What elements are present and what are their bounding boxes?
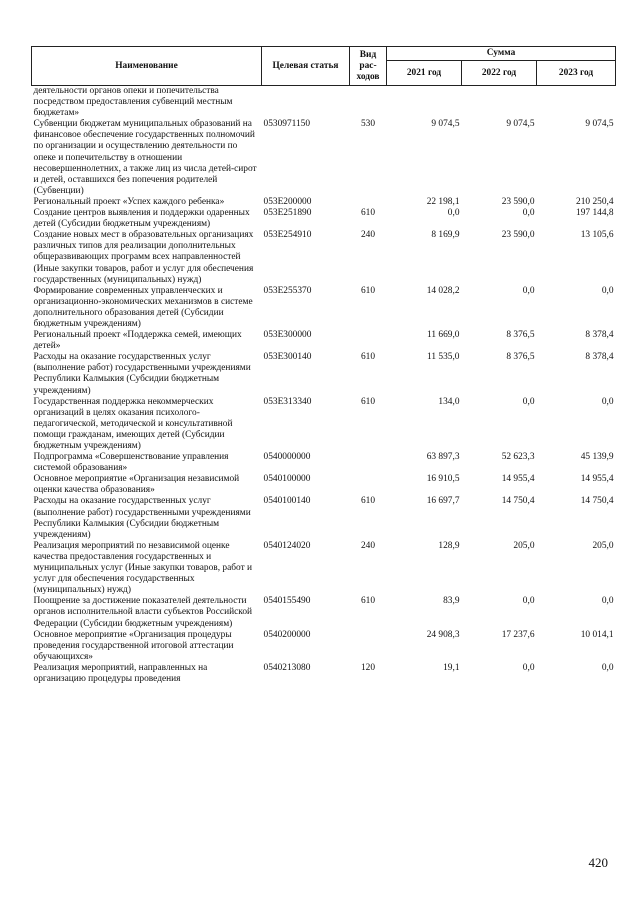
table-row [32, 86, 616, 120]
cell-sum-2021: 128,9 [438, 540, 460, 551]
cell-target-article [262, 86, 350, 120]
cell-name: Создание центров выявления и поддержки одаренных детей (Субсидии бюджетным учреждениям) [33, 208, 250, 230]
cell-sum-2021: 14 028,2 [426, 285, 460, 296]
cell-sum-2022: 0,0 [522, 285, 535, 296]
page-number: 420 [588, 855, 608, 870]
cell-sum-2023: 10 014,1 [580, 629, 614, 640]
table-row [32, 286, 616, 330]
cell-sum-2021: 24 908,3 [426, 629, 460, 640]
cell-sum-2022: 14 955,4 [501, 474, 535, 485]
cell-expense-type: 610 [360, 396, 376, 407]
cell-sum-2021: 11 535,0 [427, 352, 460, 363]
cell-expense-type: 610 [360, 496, 376, 507]
cell-expense-type: 610 [360, 208, 376, 219]
cell-expense-type: 530 [360, 119, 376, 130]
cell-sum-2022: 0,0 [522, 596, 535, 607]
cell-sum-2023: 0,0 [601, 396, 614, 407]
cell-name: Создание новых мест в образовательных организациях различных типов для реализации дополнительных общеразвивающих программ всех направленностей (Иные закупки товаров, работ и услуг для обеспечения государственных (муниципальных) нужд) [33, 230, 254, 285]
table-row [32, 352, 616, 396]
cell-name: Реализация мероприятий по независимой оценке качества предоставления государственных и муниципальных услуг (Иные закупки товаров, работ и услуг для обеспечения государственных (муниципальных) нужд) [33, 540, 253, 596]
cell-target-article: 0540124020 [263, 540, 311, 551]
table-header [32, 47, 616, 86]
cell-sum-2021 [387, 86, 462, 120]
cell-sum-2023: 45 139,9 [580, 452, 614, 463]
cell-target-article: 0530971150 [263, 119, 311, 130]
cell-name: Формирование современных управленческих и организационно-экономических механизмов в системе дополнительного образования детей (Субсидии бюджетным учреждениям) [33, 285, 253, 329]
cell-target-article: 0540213080 [263, 662, 311, 673]
cell-sum-2023: 14 955,4 [580, 474, 614, 485]
cell-sum-2022: 52 623,3 [501, 452, 535, 463]
cell-sum-2022: 23 590,0 [501, 196, 535, 207]
budget-table [31, 46, 616, 685]
cell-target-article: 053E313340 [263, 396, 312, 407]
cell-sum-2021: 63 897,3 [426, 452, 460, 463]
table-row [32, 452, 616, 474]
cell-sum-2022 [462, 86, 537, 120]
cell-sum-2022: 205,0 [513, 540, 535, 551]
cell-name: Региональный проект «Успех каждого ребенка» [33, 196, 225, 207]
header-year-2022: 2022 год [462, 61, 537, 86]
cell-sum-2023: 0,0 [601, 285, 614, 296]
table-row [32, 208, 616, 230]
cell-expense-type: 240 [360, 540, 376, 551]
table-row [32, 496, 616, 540]
cell-name: Реализация мероприятий, направленных на организацию процедуры проведения [33, 662, 208, 684]
cell-expense-type: 610 [360, 352, 376, 363]
cell-target-article: 0540100140 [263, 496, 311, 507]
header-expense-type: Вид рас-ходов [350, 47, 387, 86]
cell-expense-type [350, 452, 387, 474]
table-row [32, 663, 616, 685]
cell-sum-2023: 14 750,4 [580, 496, 614, 507]
cell-sum-2021: 22 198,1 [426, 196, 460, 207]
cell-sum-2023: 9 074,5 [585, 119, 614, 130]
cell-sum-2021: 134,0 [438, 396, 460, 407]
cell-target-article: 053E255370 [263, 285, 312, 296]
cell-name: Расходы на оказание государственных услуг (выполнение работ) государственными учреждениями Республики Калмыкия (Субсидии бюджетным учреждениям) [33, 352, 251, 396]
cell-sum-2022: 9 074,5 [506, 119, 535, 130]
cell-target-article: 0540200000 [263, 629, 311, 640]
cell-name: Основное мероприятие «Организация процедуры проведения государственной итоговой аттестации обучающихся» [33, 629, 234, 662]
cell-expense-type [350, 630, 387, 663]
cell-expense-type [350, 197, 387, 208]
cell-sum-2021: 16 910,5 [426, 474, 460, 485]
cell-sum-2022: 8 376,5 [506, 330, 535, 341]
cell-expense-type [350, 86, 387, 120]
cell-sum-2021: 8 169,9 [431, 230, 460, 241]
cell-sum-2022: 8 376,5 [506, 352, 535, 363]
cell-expense-type: 610 [360, 285, 376, 296]
cell-name: Региональный проект «Поддержка семей, имеющих детей» [33, 330, 242, 352]
cell-sum-2023: 8 378,4 [585, 352, 614, 363]
cell-expense-type [350, 330, 387, 352]
cell-target-article: 053E300140 [263, 352, 312, 363]
table-row [32, 330, 616, 352]
table-row [32, 397, 616, 452]
header-year-2023: 2023 год [537, 61, 616, 86]
cell-sum-2023: 8 378,4 [585, 330, 614, 341]
header-year-2021: 2021 год [387, 61, 462, 86]
table-row [32, 541, 616, 596]
cell-sum-2022: 17 237,6 [501, 629, 535, 640]
cell-name: Подпрограмма «Совершенствование управления системой образования» [33, 452, 229, 474]
table-row [32, 230, 616, 285]
cell-target-article: 0540155490 [263, 596, 311, 607]
cell-name: Государственная поддержка некоммерческих организаций в целях оказания психолого-педагогической, методической и консультативной помощи гражданам, имеющих детей (Субсидии бюджетным учреждениям) [33, 396, 233, 451]
cell-sum-2023: 205,0 [592, 540, 614, 551]
cell-name: Поощрение за достижение показателей деятельности органов исполнительной власти субъектов Российской Федерации (Субсидии бюджетным учреждениям) [33, 596, 253, 629]
cell-expense-type: 120 [360, 662, 376, 673]
cell-target-article: 053E300000 [263, 330, 312, 341]
table-row [32, 596, 616, 629]
cell-name: Основное мероприятие «Организация независимой оценки качества образования» [33, 474, 240, 496]
cell-target-article: 0540000000 [263, 452, 311, 463]
cell-name: Субвенции бюджетам муниципальных образований на финансовое обеспечение государственных полномочий по организации и осуществлению деятельности по опеке и попечительству в отношении несовершеннолетних, а также лиц из числа детей-сирот и детей, оставшихся без попечения родителей (Субвенции) [33, 119, 257, 196]
cell-target-article: 0540100000 [263, 474, 311, 485]
table-row [32, 197, 616, 208]
cell-sum-2022: 23 590,0 [501, 230, 535, 241]
cell-sum-2022: 0,0 [522, 396, 535, 407]
cell-sum-2022: 0,0 [522, 208, 535, 219]
cell-sum-2022: 14 750,4 [501, 496, 535, 507]
table-row [32, 119, 616, 197]
header-name: Наименование [32, 47, 262, 86]
cell-name: деятельности органов опеки и попечительства посредством предоставления субвенций местным бюджетам» [33, 86, 233, 119]
cell-sum-2021: 11 669,0 [427, 330, 460, 341]
header-target-article: Целевая статья [262, 47, 350, 86]
header-sum: Сумма [387, 47, 616, 61]
cell-sum-2023: 0,0 [601, 662, 614, 673]
cell-sum-2023: 13 105,6 [580, 230, 614, 241]
table-body [32, 86, 616, 686]
cell-name: Расходы на оказание государственных услуг (выполнение работ) государственными учреждениями Республики Калмыкия (Субсидии бюджетным учреждениям) [33, 496, 251, 540]
cell-sum-2021: 16 697,7 [426, 496, 460, 507]
cell-sum-2023: 210 250,4 [576, 196, 614, 207]
cell-sum-2021: 19,1 [443, 662, 460, 673]
cell-sum-2023: 0,0 [601, 596, 614, 607]
cell-expense-type: 240 [360, 230, 376, 241]
cell-sum-2021: 9 074,5 [431, 119, 460, 130]
cell-target-article: 053E251890 [263, 208, 312, 219]
cell-sum-2023: 197 144,8 [576, 208, 614, 219]
cell-expense-type: 610 [360, 596, 376, 607]
cell-sum-2023 [537, 86, 616, 120]
cell-sum-2021: 83,9 [443, 596, 460, 607]
cell-expense-type [350, 474, 387, 496]
cell-target-article: 053E254910 [263, 230, 312, 241]
cell-target-article: 053E200000 [263, 196, 312, 207]
cell-sum-2021: 0,0 [447, 208, 460, 219]
table-row [32, 630, 616, 663]
table-row [32, 474, 616, 496]
cell-sum-2022: 0,0 [522, 662, 535, 673]
